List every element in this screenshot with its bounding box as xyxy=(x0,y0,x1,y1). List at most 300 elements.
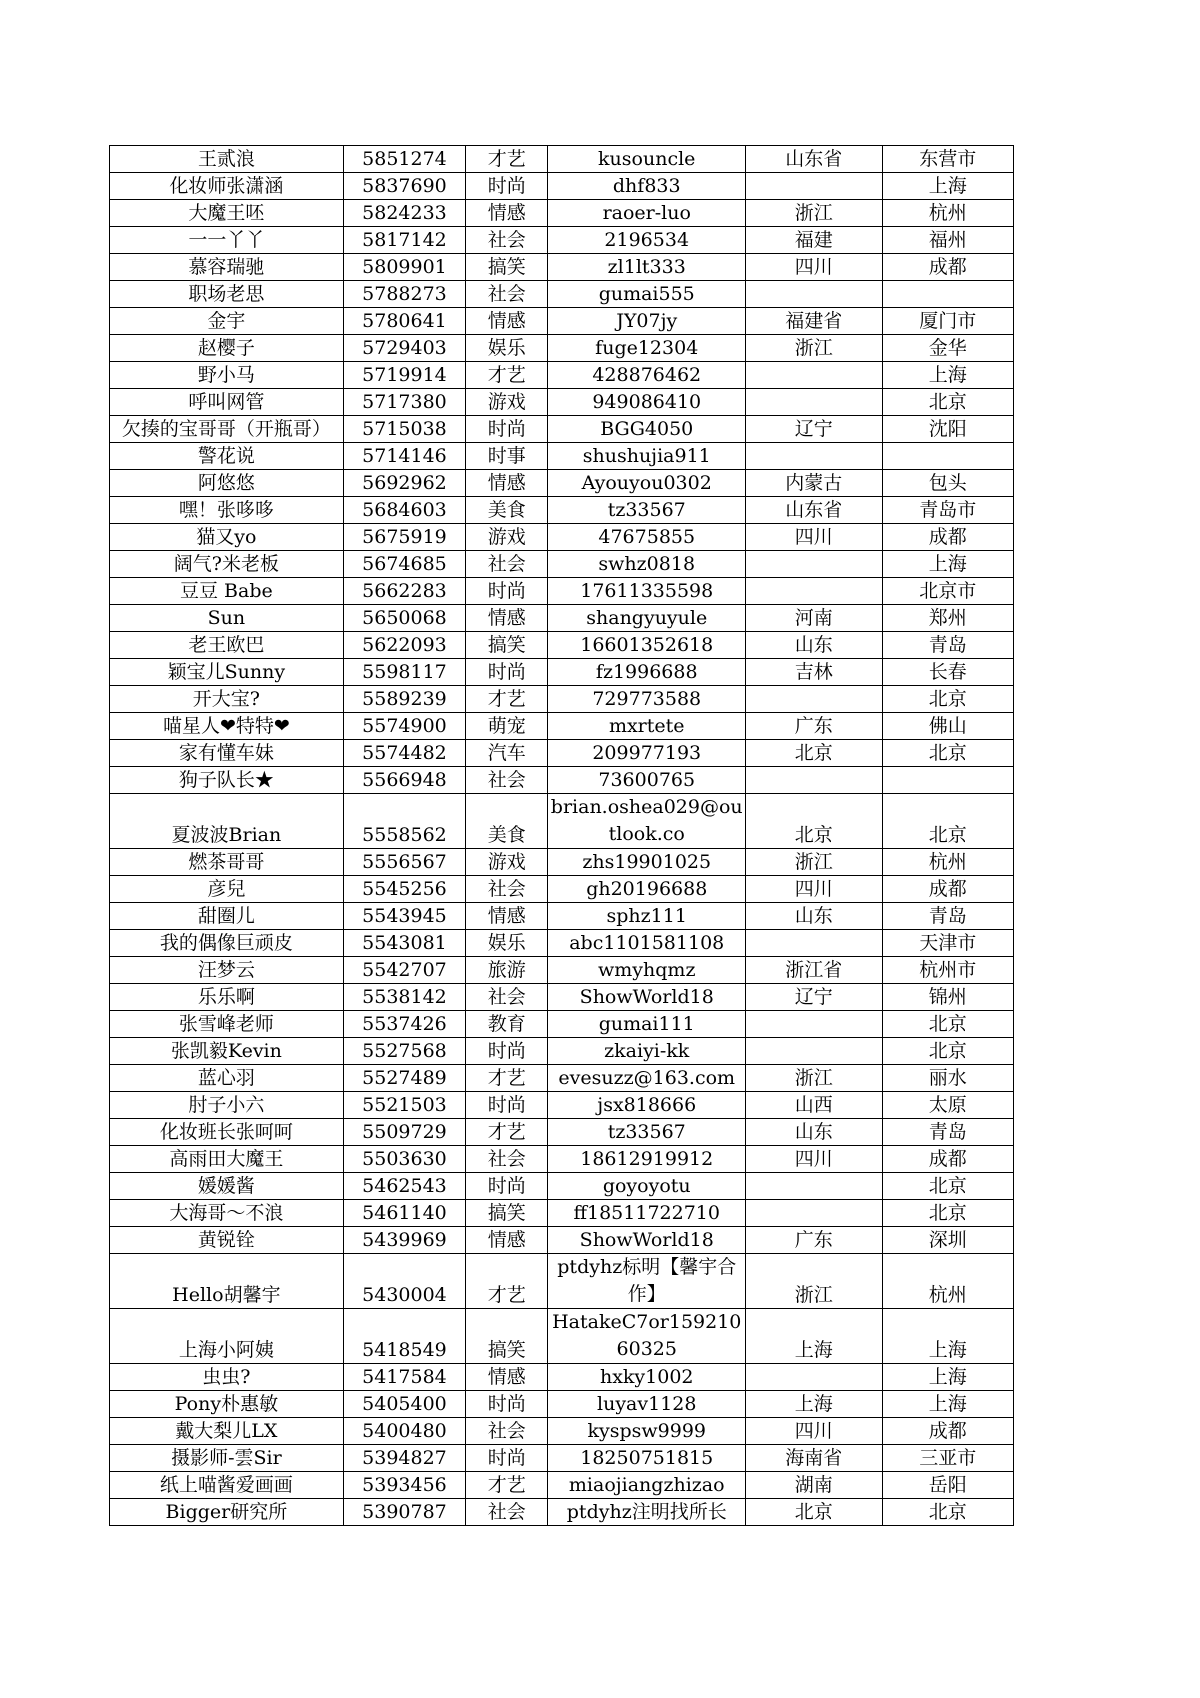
table-row xyxy=(110,930,1014,957)
number-cell: 5684603 xyxy=(343,497,465,524)
category-cell: 娱乐 xyxy=(466,930,548,957)
table-row xyxy=(110,1309,1014,1364)
contact-id-cell: goyoyotu xyxy=(548,1173,746,1200)
province-cell xyxy=(746,1038,882,1065)
number-cell: 5622093 xyxy=(343,632,465,659)
table-row xyxy=(110,227,1014,254)
province-cell: 内蒙古 xyxy=(746,470,882,497)
category-cell: 搞笑 xyxy=(466,254,548,281)
number-cell: 5837690 xyxy=(343,173,465,200)
name-cell: 肘子小六 xyxy=(110,1092,344,1119)
name-cell: 狗子队长★ xyxy=(110,767,344,794)
category-cell: 时尚 xyxy=(466,416,548,443)
contact-id-cell: luyav1128 xyxy=(548,1391,746,1418)
number-cell: 5574482 xyxy=(343,740,465,767)
city-cell: 佛山 xyxy=(882,713,1014,740)
city-cell: 北京 xyxy=(882,1173,1014,1200)
province-cell: 四川 xyxy=(746,1146,882,1173)
name-cell: 蓝心羽 xyxy=(110,1065,344,1092)
name-cell: 戴大梨儿LX xyxy=(110,1418,344,1445)
category-cell: 才艺 xyxy=(466,1119,548,1146)
name-cell: 汪梦云 xyxy=(110,957,344,984)
name-cell: 一一丫丫 xyxy=(110,227,344,254)
name-cell: 黄锐铨 xyxy=(110,1227,344,1254)
name-cell: 野小马 xyxy=(110,362,344,389)
number-cell: 5439969 xyxy=(343,1227,465,1254)
number-cell: 5589239 xyxy=(343,686,465,713)
number-cell: 5543945 xyxy=(343,903,465,930)
contact-id-cell: fuge12304 xyxy=(548,335,746,362)
category-cell: 情感 xyxy=(466,605,548,632)
table-row xyxy=(110,1119,1014,1146)
city-cell: 成都 xyxy=(882,1418,1014,1445)
province-cell: 福建 xyxy=(746,227,882,254)
table-row xyxy=(110,254,1014,281)
city-cell: 长春 xyxy=(882,659,1014,686)
city-cell: 杭州 xyxy=(882,200,1014,227)
province-cell: 浙江 xyxy=(746,1254,882,1309)
category-cell: 社会 xyxy=(466,227,548,254)
contact-id-cell: 17611335598 xyxy=(548,578,746,605)
contact-id-cell: zkaiyi-kk xyxy=(548,1038,746,1065)
number-cell: 5462543 xyxy=(343,1173,465,1200)
province-cell: 四川 xyxy=(746,876,882,903)
name-cell: 虫虫? xyxy=(110,1364,344,1391)
category-cell: 搞笑 xyxy=(466,1309,548,1364)
category-cell: 社会 xyxy=(466,1418,548,1445)
contact-id-cell: 73600765 xyxy=(548,767,746,794)
contact-id-cell: hxky1002 xyxy=(548,1364,746,1391)
number-cell: 5780641 xyxy=(343,308,465,335)
city-cell: 福州 xyxy=(882,227,1014,254)
number-cell: 5715038 xyxy=(343,416,465,443)
province-cell: 辽宁 xyxy=(746,984,882,1011)
contact-id-cell: gumai111 xyxy=(548,1011,746,1038)
city-cell: 天津市 xyxy=(882,930,1014,957)
table-row xyxy=(110,1445,1014,1472)
city-cell: 北京 xyxy=(882,1200,1014,1227)
name-cell: 张凯毅Kevin xyxy=(110,1038,344,1065)
name-cell: 化妆师张潇涵 xyxy=(110,173,344,200)
table-row xyxy=(110,497,1014,524)
contact-id-cell: abc1101581108 xyxy=(548,930,746,957)
city-cell: 北京 xyxy=(882,1038,1014,1065)
province-cell xyxy=(746,173,882,200)
contact-id-cell: ShowWorld18 xyxy=(548,984,746,1011)
name-cell: 大海哥～不浪 xyxy=(110,1200,344,1227)
province-cell xyxy=(746,362,882,389)
city-cell: 东营市 xyxy=(882,146,1014,173)
province-cell: 北京 xyxy=(746,794,882,849)
table-row xyxy=(110,740,1014,767)
name-cell: Bigger研究所 xyxy=(110,1499,344,1526)
category-cell: 时尚 xyxy=(466,1038,548,1065)
province-cell: 广东 xyxy=(746,713,882,740)
table-row xyxy=(110,984,1014,1011)
category-cell: 娱乐 xyxy=(466,335,548,362)
contact-id-cell: fz1996688 xyxy=(548,659,746,686)
category-cell: 社会 xyxy=(466,876,548,903)
city-cell: 青岛市 xyxy=(882,497,1014,524)
number-cell: 5650068 xyxy=(343,605,465,632)
number-cell: 5418549 xyxy=(343,1309,465,1364)
name-cell: 警花说 xyxy=(110,443,344,470)
province-cell xyxy=(746,551,882,578)
name-cell: 夏波波Brian xyxy=(110,794,344,849)
province-cell: 山东省 xyxy=(746,146,882,173)
number-cell: 5430004 xyxy=(343,1254,465,1309)
city-cell: 北京 xyxy=(882,794,1014,849)
name-cell: 喵星人❤特特❤ xyxy=(110,713,344,740)
city-cell: 杭州 xyxy=(882,1254,1014,1309)
city-cell: 深圳 xyxy=(882,1227,1014,1254)
table-row xyxy=(110,794,1014,849)
name-cell: 开大宝? xyxy=(110,686,344,713)
table-row xyxy=(110,173,1014,200)
number-cell: 5527489 xyxy=(343,1065,465,1092)
city-cell: 太原 xyxy=(882,1092,1014,1119)
province-cell: 山西 xyxy=(746,1092,882,1119)
number-cell: 5675919 xyxy=(343,524,465,551)
province-cell: 浙江 xyxy=(746,335,882,362)
number-cell: 5400480 xyxy=(343,1418,465,1445)
province-cell: 浙江 xyxy=(746,1065,882,1092)
province-cell: 河南 xyxy=(746,605,882,632)
contact-id-cell: HatakeC7or15921060325 xyxy=(548,1309,746,1364)
province-cell xyxy=(746,767,882,794)
city-cell: 杭州 xyxy=(882,849,1014,876)
table-row xyxy=(110,1092,1014,1119)
name-cell: 家有懂车妹 xyxy=(110,740,344,767)
city-cell xyxy=(882,767,1014,794)
name-cell: 大魔王呸 xyxy=(110,200,344,227)
category-cell: 情感 xyxy=(466,903,548,930)
table-row xyxy=(110,1173,1014,1200)
table-row xyxy=(110,470,1014,497)
city-cell: 成都 xyxy=(882,254,1014,281)
name-cell: 燃茶哥哥 xyxy=(110,849,344,876)
category-cell: 情感 xyxy=(466,1364,548,1391)
table-row xyxy=(110,686,1014,713)
category-cell: 搞笑 xyxy=(466,632,548,659)
city-cell: 上海 xyxy=(882,1309,1014,1364)
table-row xyxy=(110,1472,1014,1499)
province-cell: 山东 xyxy=(746,903,882,930)
number-cell: 5509729 xyxy=(343,1119,465,1146)
number-cell: 5558562 xyxy=(343,794,465,849)
city-cell: 北京 xyxy=(882,740,1014,767)
category-cell: 社会 xyxy=(466,1146,548,1173)
number-cell: 5545256 xyxy=(343,876,465,903)
category-cell: 才艺 xyxy=(466,1254,548,1309)
name-cell: 金宇 xyxy=(110,308,344,335)
contact-id-cell: evesuzz@163.com xyxy=(548,1065,746,1092)
category-cell: 时尚 xyxy=(466,1173,548,1200)
city-cell: 岳阳 xyxy=(882,1472,1014,1499)
province-cell xyxy=(746,443,882,470)
number-cell: 5809901 xyxy=(343,254,465,281)
category-cell: 游戏 xyxy=(466,389,548,416)
province-cell: 浙江 xyxy=(746,849,882,876)
city-cell: 上海 xyxy=(882,551,1014,578)
city-cell: 青岛 xyxy=(882,1119,1014,1146)
table-row xyxy=(110,551,1014,578)
province-cell: 山东 xyxy=(746,632,882,659)
number-cell: 5692962 xyxy=(343,470,465,497)
contact-id-cell: gumai555 xyxy=(548,281,746,308)
province-cell: 上海 xyxy=(746,1391,882,1418)
contact-id-cell: mxrtete xyxy=(548,713,746,740)
name-cell: 纸上喵酱爱画画 xyxy=(110,1472,344,1499)
number-cell: 5542707 xyxy=(343,957,465,984)
number-cell: 5556567 xyxy=(343,849,465,876)
table-row xyxy=(110,1011,1014,1038)
province-cell: 山东省 xyxy=(746,497,882,524)
contact-id-cell: dhf833 xyxy=(548,173,746,200)
name-cell: 甜圈儿 xyxy=(110,903,344,930)
province-cell: 北京 xyxy=(746,740,882,767)
province-cell: 辽宁 xyxy=(746,416,882,443)
contact-id-cell: 428876462 xyxy=(548,362,746,389)
category-cell: 才艺 xyxy=(466,362,548,389)
contact-id-cell: 949086410 xyxy=(548,389,746,416)
name-cell: Pony朴惠敏 xyxy=(110,1391,344,1418)
table-row xyxy=(110,1254,1014,1309)
name-cell: 豆豆 Babe xyxy=(110,578,344,605)
city-cell: 上海 xyxy=(882,173,1014,200)
category-cell: 情感 xyxy=(466,470,548,497)
city-cell: 厦门市 xyxy=(882,308,1014,335)
number-cell: 5393456 xyxy=(343,1472,465,1499)
province-cell: 福建省 xyxy=(746,308,882,335)
province-cell: 广东 xyxy=(746,1227,882,1254)
number-cell: 5538142 xyxy=(343,984,465,1011)
name-cell: 慕容瑞驰 xyxy=(110,254,344,281)
category-cell: 社会 xyxy=(466,281,548,308)
category-cell: 游戏 xyxy=(466,524,548,551)
table-row xyxy=(110,903,1014,930)
category-cell: 时尚 xyxy=(466,578,548,605)
category-cell: 汽车 xyxy=(466,740,548,767)
category-cell: 社会 xyxy=(466,551,548,578)
category-cell: 美食 xyxy=(466,794,548,849)
contact-id-cell: ptdyhz注明找所长 xyxy=(548,1499,746,1526)
table-row xyxy=(110,876,1014,903)
province-cell: 四川 xyxy=(746,524,882,551)
city-cell: 北京 xyxy=(882,389,1014,416)
name-cell: 彦兒 xyxy=(110,876,344,903)
number-cell: 5714146 xyxy=(343,443,465,470)
contact-id-cell: 47675855 xyxy=(548,524,746,551)
table-row xyxy=(110,200,1014,227)
name-cell: 欠揍的宝哥哥（开瓶哥） xyxy=(110,416,344,443)
table-row xyxy=(110,416,1014,443)
table-row xyxy=(110,767,1014,794)
table-row xyxy=(110,1146,1014,1173)
number-cell: 5662283 xyxy=(343,578,465,605)
category-cell: 时尚 xyxy=(466,1391,548,1418)
contact-id-cell: miaojiangzhizao xyxy=(548,1472,746,1499)
number-cell: 5729403 xyxy=(343,335,465,362)
name-cell: 颖宝儿Sunny xyxy=(110,659,344,686)
contact-id-cell: ShowWorld18 xyxy=(548,1227,746,1254)
name-cell: 上海小阿姨 xyxy=(110,1309,344,1364)
table-row xyxy=(110,1200,1014,1227)
contact-id-cell: JY07jy xyxy=(548,308,746,335)
category-cell: 情感 xyxy=(466,200,548,227)
contact-id-cell: ptdyhz标明【馨宇合作】 xyxy=(548,1254,746,1309)
contact-id-cell: sphz111 xyxy=(548,903,746,930)
contact-id-cell: raoer-luo xyxy=(548,200,746,227)
contact-id-cell: shangyuyule xyxy=(548,605,746,632)
province-cell xyxy=(746,686,882,713)
province-cell xyxy=(746,930,882,957)
contact-id-cell: gh20196688 xyxy=(548,876,746,903)
city-cell: 青岛 xyxy=(882,632,1014,659)
province-cell: 北京 xyxy=(746,1499,882,1526)
table-row xyxy=(110,146,1014,173)
city-cell: 包头 xyxy=(882,470,1014,497)
city-cell: 郑州 xyxy=(882,605,1014,632)
name-cell: 媛媛酱 xyxy=(110,1173,344,1200)
category-cell: 才艺 xyxy=(466,146,548,173)
name-cell: 高雨田大魔王 xyxy=(110,1146,344,1173)
city-cell: 成都 xyxy=(882,876,1014,903)
city-cell: 锦州 xyxy=(882,984,1014,1011)
city-cell: 上海 xyxy=(882,362,1014,389)
table-row xyxy=(110,713,1014,740)
number-cell: 5461140 xyxy=(343,1200,465,1227)
contact-id-cell: jsx818666 xyxy=(548,1092,746,1119)
contact-id-cell: tz33567 xyxy=(548,1119,746,1146)
province-cell xyxy=(746,578,882,605)
table-row xyxy=(110,362,1014,389)
name-cell: 猫又yo xyxy=(110,524,344,551)
city-cell: 青岛 xyxy=(882,903,1014,930)
number-cell: 5417584 xyxy=(343,1364,465,1391)
number-cell: 5598117 xyxy=(343,659,465,686)
number-cell: 5717380 xyxy=(343,389,465,416)
province-cell: 湖南 xyxy=(746,1472,882,1499)
city-cell: 成都 xyxy=(882,1146,1014,1173)
city-cell: 北京 xyxy=(882,1499,1014,1526)
table-body xyxy=(110,146,1014,1526)
city-cell: 上海 xyxy=(882,1391,1014,1418)
city-cell xyxy=(882,281,1014,308)
name-cell: Hello胡馨宇 xyxy=(110,1254,344,1309)
province-cell xyxy=(746,1200,882,1227)
table-row xyxy=(110,524,1014,551)
category-cell: 社会 xyxy=(466,984,548,1011)
number-cell: 5543081 xyxy=(343,930,465,957)
category-cell: 萌宠 xyxy=(466,713,548,740)
province-cell: 四川 xyxy=(746,254,882,281)
province-cell: 浙江 xyxy=(746,200,882,227)
city-cell: 北京 xyxy=(882,1011,1014,1038)
contact-id-cell: swhz0818 xyxy=(548,551,746,578)
category-cell: 情感 xyxy=(466,1227,548,1254)
city-cell: 杭州市 xyxy=(882,957,1014,984)
number-cell: 5788273 xyxy=(343,281,465,308)
name-cell: 阿悠悠 xyxy=(110,470,344,497)
table-row xyxy=(110,1391,1014,1418)
category-cell: 旅游 xyxy=(466,957,548,984)
category-cell: 社会 xyxy=(466,767,548,794)
number-cell: 5574900 xyxy=(343,713,465,740)
table-row xyxy=(110,281,1014,308)
table-row xyxy=(110,632,1014,659)
number-cell: 5566948 xyxy=(343,767,465,794)
name-cell: 摄影师-雲Sir xyxy=(110,1445,344,1472)
city-cell: 三亚市 xyxy=(882,1445,1014,1472)
province-cell: 山东 xyxy=(746,1119,882,1146)
number-cell: 5503630 xyxy=(343,1146,465,1173)
table-row xyxy=(110,443,1014,470)
category-cell: 时尚 xyxy=(466,173,548,200)
number-cell: 5817142 xyxy=(343,227,465,254)
category-cell: 才艺 xyxy=(466,1065,548,1092)
city-cell: 北京市 xyxy=(882,578,1014,605)
city-cell xyxy=(882,443,1014,470)
city-cell: 上海 xyxy=(882,1364,1014,1391)
contact-id-cell: 2196534 xyxy=(548,227,746,254)
province-cell: 浙江省 xyxy=(746,957,882,984)
province-cell xyxy=(746,281,882,308)
contact-id-cell: 18612919912 xyxy=(548,1146,746,1173)
influencer-table xyxy=(109,145,1014,1526)
category-cell: 教育 xyxy=(466,1011,548,1038)
number-cell: 5851274 xyxy=(343,146,465,173)
table-row xyxy=(110,1364,1014,1391)
table-row xyxy=(110,1499,1014,1526)
name-cell: 老王欧巴 xyxy=(110,632,344,659)
table-row xyxy=(110,389,1014,416)
contact-id-cell: zhs19901025 xyxy=(548,849,746,876)
name-cell: 嘿！张哆哆 xyxy=(110,497,344,524)
contact-id-cell: Ayouyou0302 xyxy=(548,470,746,497)
table-row xyxy=(110,335,1014,362)
province-cell: 海南省 xyxy=(746,1445,882,1472)
category-cell: 时事 xyxy=(466,443,548,470)
table-row xyxy=(110,578,1014,605)
number-cell: 5537426 xyxy=(343,1011,465,1038)
contact-id-cell: kusouncle xyxy=(548,146,746,173)
category-cell: 游戏 xyxy=(466,849,548,876)
name-cell: 阔气?米老板 xyxy=(110,551,344,578)
contact-id-cell: 729773588 xyxy=(548,686,746,713)
category-cell: 搞笑 xyxy=(466,1200,548,1227)
name-cell: 王贰浪 xyxy=(110,146,344,173)
name-cell: 职场老思 xyxy=(110,281,344,308)
number-cell: 5390787 xyxy=(343,1499,465,1526)
category-cell: 美食 xyxy=(466,497,548,524)
contact-id-cell: ff18511722710 xyxy=(548,1200,746,1227)
contact-id-cell: brian.oshea029@outlook.co xyxy=(548,794,746,849)
province-cell xyxy=(746,389,882,416)
contact-id-cell: shushujia911 xyxy=(548,443,746,470)
province-cell xyxy=(746,1173,882,1200)
number-cell: 5394827 xyxy=(343,1445,465,1472)
city-cell: 成都 xyxy=(882,524,1014,551)
table-row xyxy=(110,659,1014,686)
category-cell: 才艺 xyxy=(466,1472,548,1499)
name-cell: 我的偶像巨顽皮 xyxy=(110,930,344,957)
number-cell: 5405400 xyxy=(343,1391,465,1418)
contact-id-cell: tz33567 xyxy=(548,497,746,524)
province-cell xyxy=(746,1011,882,1038)
city-cell: 金华 xyxy=(882,335,1014,362)
name-cell: 化妆班长张呵呵 xyxy=(110,1119,344,1146)
